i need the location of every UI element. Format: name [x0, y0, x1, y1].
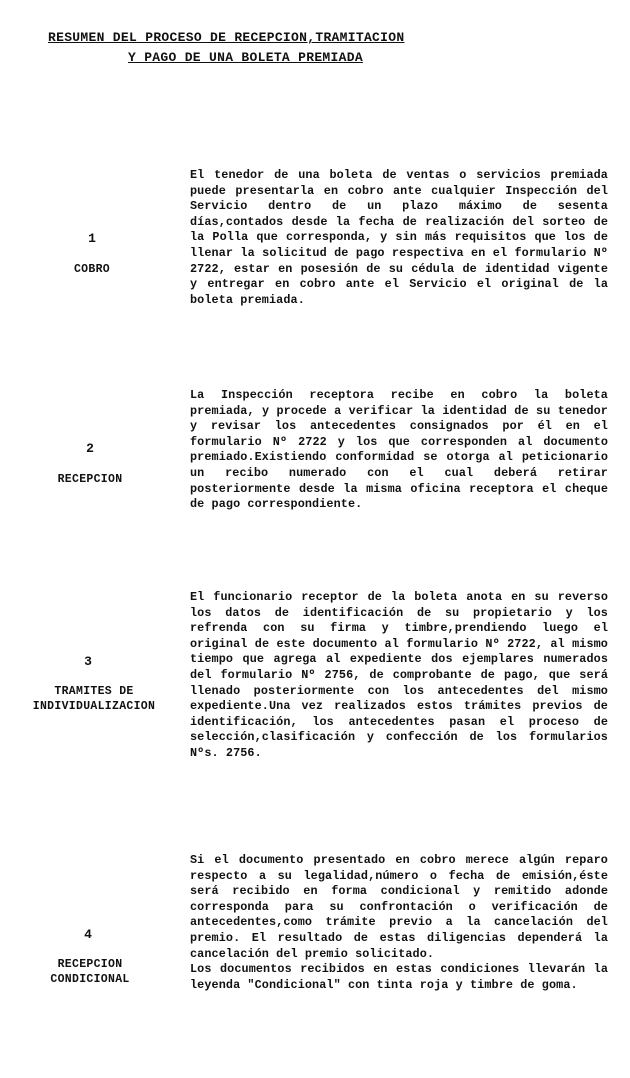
step-4-text	[190, 853, 608, 993]
title-line-1: RESUMEN DEL PROCESO DE RECEPCION,TRAMITACION	[48, 30, 405, 45]
step-3-label-line-1: TRAMITES DE	[54, 685, 134, 698]
title-line-2: Y PAGO DE UNA BOLETA PREMIADA	[128, 50, 363, 65]
step-2-text: La Inspección receptora recibe en cobro la boleta premiada, y procede a verificar la identidad de su tenedor y revisar los antecedentes consignados por él en el formulario Nº 2722 y los que corresponden al documento premiado.Existiendo conformidad se otorga al peticionario un recibo numerado con el cual deberá retirar posteriormente desde la misma oficina receptora el cheque de pago correspondiente.	[190, 388, 608, 512]
step-4-label-line-1: RECEPCION	[57, 958, 123, 971]
step-3-label	[4, 684, 184, 714]
step-4-text-paragraph-2: Los documentos recibidos en estas condiciones llevarán la leyenda "Condicional" con tinta roja y timbre de goma.	[190, 962, 608, 992]
step-4-label	[0, 957, 180, 987]
step-1-number: 1	[88, 231, 96, 246]
step-1-label: COBRO	[73, 263, 110, 276]
step-3-number: 3	[84, 654, 92, 669]
step-4-label-line-2: CONDICIONAL	[50, 973, 130, 986]
step-3-label-line-2: INDIVIDUALIZACION	[32, 700, 156, 713]
document-title	[48, 28, 488, 68]
step-3-text: El funcionario receptor de la boleta anota en su reverso los datos de identificación de su propietario y los refrenda con su firma y timbre,prendiendo luego el original de este documento al formulario Nº 2722, al mismo tiempo que agrega al expediente dos ejemplares numerados del formulario Nº 2756, de comprobante de pago, que será llenado posteriormente con los antecedentes del mismo expediente.Una vez realizados estos trámites previos de identificación, los antecedentes pasan el proceso de selección,clasificación y confección de los formularios Nºs. 2756.	[190, 590, 608, 760]
step-2-number: 2	[86, 441, 94, 456]
step-4-text-paragraph-1: Si el documento presentado en cobro merece algún reparo respecto a su legalidad,número o fecha de emisión,éste será recibido en forma condicional y remitido adonde corresponda para su confrontación o verificación de antecedentes,como trámite previo a la cancelación del premio. El resultado de estas diligencias dependerá la cancelación del premio solicitado.	[190, 853, 608, 961]
step-1-text: El tenedor de una boleta de ventas o servicios premiada puede presentarla en cobro ante cualquier Inspección del Servicio dentro de un plazo máximo de sesenta días,contados desde la fecha de realización del sorteo de la Polla que corresponda, y sin más requisitos que los de llenar la solicitud de pago respectiva en el formulario Nº 2722, estar en posesión de su cédula de identidad vigente y entregar en cobro ante el Servicio el original de la boleta premiada.	[190, 168, 608, 307]
step-2-label: RECEPCION	[57, 473, 123, 486]
step-4-number: 4	[84, 927, 92, 942]
